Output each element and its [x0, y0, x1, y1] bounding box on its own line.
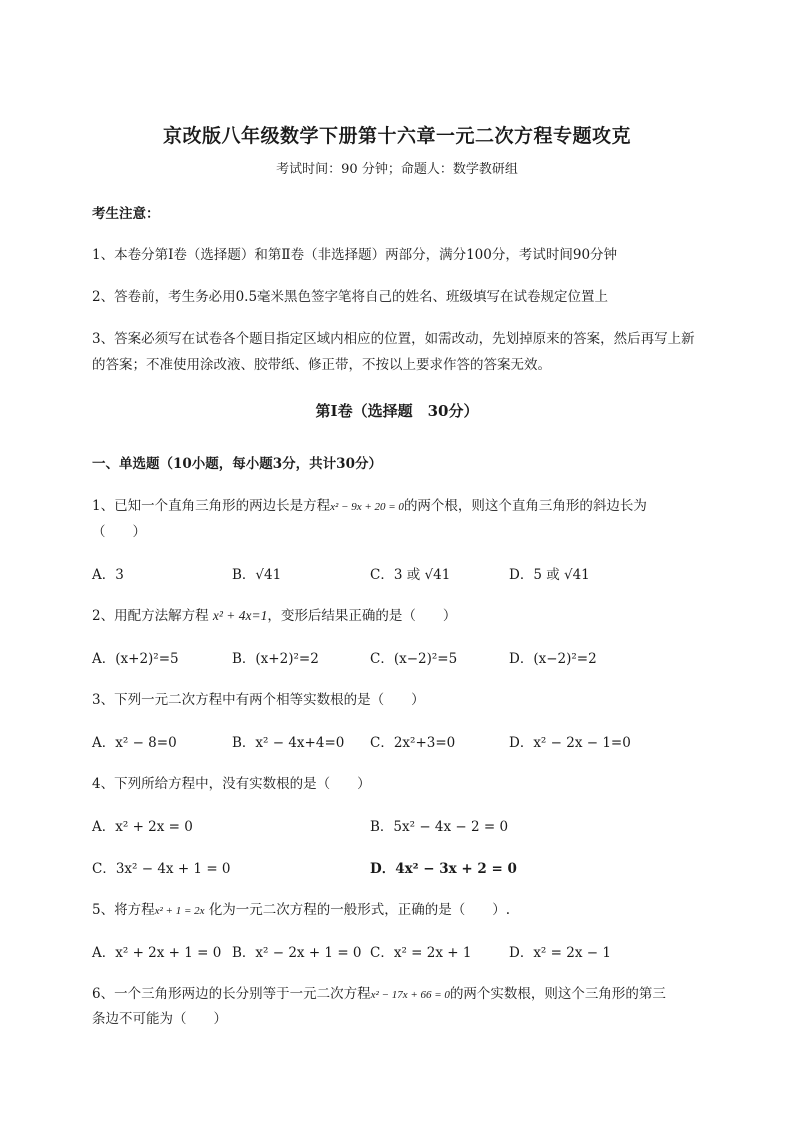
question-3-option-c: C．2x²+3=0: [370, 735, 456, 751]
question-1-equation: x² − 9x + 20 = 0: [330, 501, 404, 513]
question-3-option-b: B．x² − 4x+4=0: [232, 735, 345, 751]
question-5-option-a: A．x² + 2x + 1 = 0: [92, 945, 222, 961]
question-1-option-c: C．3 或 √41: [370, 567, 451, 583]
notice-3: 3、答案必须写在试卷各个题目指定区域内相应的位置，如需改动，先划掉原来的答案，然后再写上新: [92, 331, 695, 347]
question-4-option-a: A．x² + 2x = 0: [92, 819, 193, 835]
question-4-option-d: D．4x² − 3x + 2 = 0: [370, 861, 517, 877]
part-heading: 一、单选题（10小题，每小题3分，共计30分）: [92, 456, 382, 472]
question-1-option-d: D．5 或 √41: [509, 567, 590, 583]
question-5-equation: x² + 1 = 2x: [154, 905, 205, 917]
question-2-option-b: B．(x+2)²=2: [232, 651, 319, 667]
question-6-stem: [92, 982, 666, 1002]
question-2-option-d: D．(x−2)²=2: [509, 651, 597, 667]
exam-subtitle: 考试时间：90 分钟；命题人：数学教研组: [276, 162, 518, 177]
notice-3-cont: 的答案；不准使用涂改液、胶带纸、修正带，不按以上要求作答的答案无效。: [92, 357, 551, 373]
question-1-text-b: 的两个根，则这个直角三角形的斜边长为: [403, 498, 647, 514]
question-1-option-a: A．3: [92, 567, 124, 583]
question-5-text-a: 5、将方程: [92, 902, 155, 918]
question-5-option-d: D．x² = 2x − 1: [509, 945, 611, 961]
question-5-text-b: 化为一元二次方程的一般形式，正确的是（ ）.: [208, 902, 511, 918]
question-2-option-c: C．(x−2)²=5: [370, 651, 458, 667]
question-1-text-a: 1、已知一个直角三角形的两边长是方程: [92, 498, 331, 514]
section-title: 第Ⅰ卷（选择题 30分）: [315, 402, 479, 420]
notice-2: 2、答卷前，考生务必用0.5毫米黑色签字笔将自己的姓名、班级填写在试卷规定位置上: [92, 289, 609, 305]
question-3-stem: 3、下列一元二次方程中有两个相等实数根的是（ ）: [92, 692, 425, 708]
question-4-stem: 4、下列所给方程中，没有实数根的是（ ）: [92, 776, 371, 792]
question-6-text-b: 的两个实数根，则这个三角形的第三: [449, 986, 666, 1002]
question-6-equation: x² − 17x + 66 = 0: [370, 989, 450, 1001]
question-5-option-b: B．x² − 2x + 1 = 0: [232, 945, 362, 961]
question-6-stem-cont: 条边不可能为（ ）: [92, 1011, 227, 1027]
question-2-equation: x² + 4x=1: [212, 608, 268, 623]
question-2-option-a: A．(x+2)²=5: [92, 651, 179, 667]
page-title: 京改版八年级数学下册第十六章一元二次方程专题攻克: [162, 125, 631, 147]
question-1-stem: [92, 494, 647, 514]
question-5-stem: [92, 898, 510, 918]
question-6-text-a: 6、一个三角形两边的长分别等于一元二次方程: [92, 986, 371, 1002]
question-4-option-b: B．5x² − 4x − 2 = 0: [370, 819, 509, 835]
question-2-text-b: ，变形后结果正确的是（ ）: [267, 608, 457, 624]
question-3-option-a: A．x² − 8=0: [92, 735, 177, 751]
question-5-option-c: C．x² = 2x + 1: [370, 945, 472, 961]
question-2-text-a: 2、用配方法解方程: [92, 608, 209, 624]
question-3-option-d: D．x² − 2x − 1=0: [509, 735, 631, 751]
notice-1: 1、本卷分第Ⅰ卷（选择题）和第Ⅱ卷（非选择题）两部分，满分100分，考试时间90分钟: [92, 247, 618, 263]
question-1-option-b: B．√41: [232, 567, 282, 583]
question-2-stem: [92, 604, 456, 624]
notice-heading: 考生注意：: [92, 206, 160, 222]
question-4-option-c: C．3x² − 4x + 1 = 0: [92, 861, 231, 877]
question-1-answer-blank: （ ）: [92, 524, 146, 540]
